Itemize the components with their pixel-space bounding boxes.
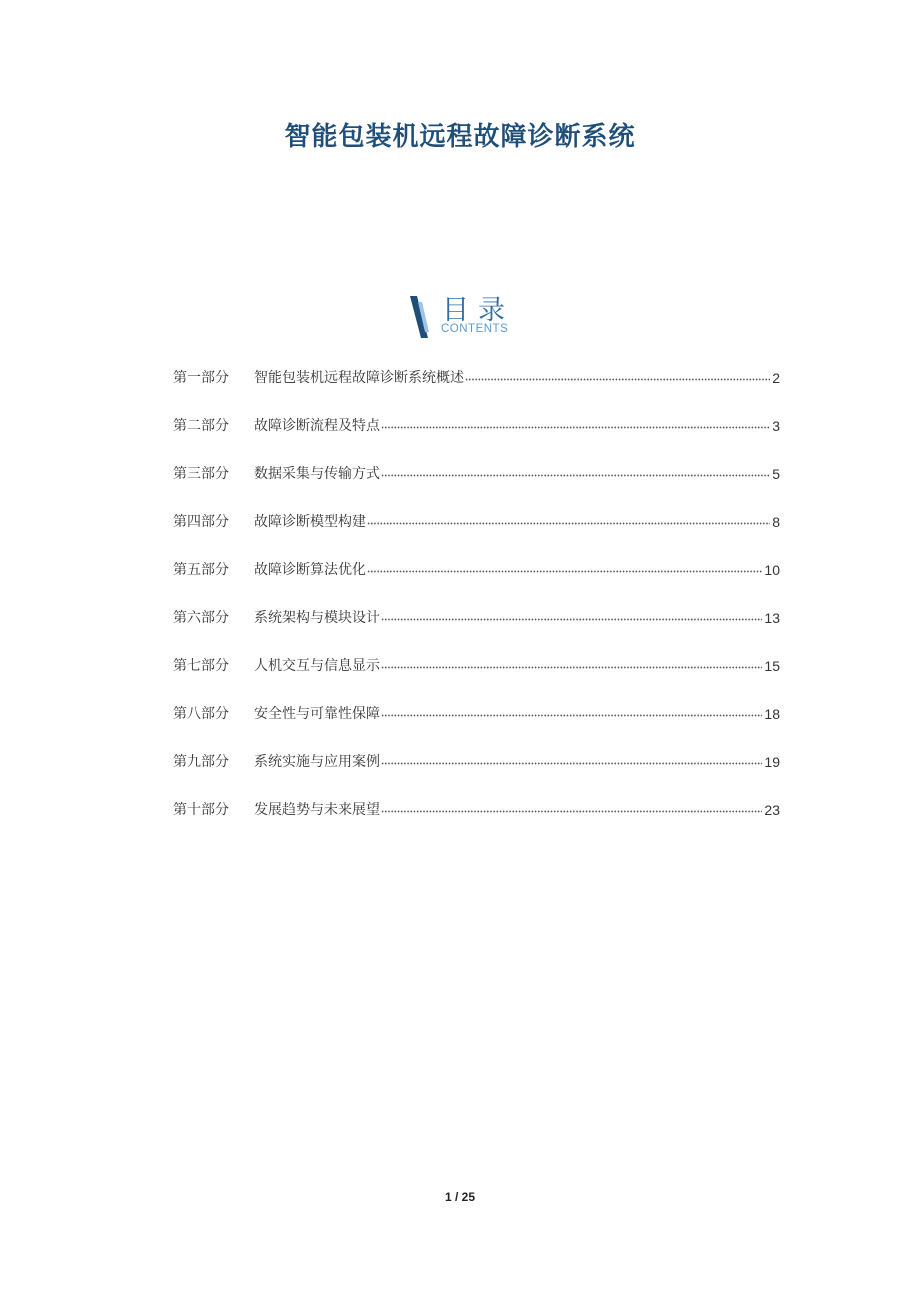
toc-entry-leader <box>381 652 762 670</box>
toc-heading-block <box>408 292 538 342</box>
toc-entry[interactable] <box>173 460 780 508</box>
toc-entry-page: 18 <box>764 706 780 722</box>
toc-entry-title: 系统实施与应用案例 <box>254 754 380 770</box>
toc-entry[interactable] <box>173 748 780 796</box>
toc-entry-part: 第二部分 <box>173 418 229 434</box>
toc-entry-leader <box>367 508 770 526</box>
toc-entry-page: 13 <box>764 610 780 626</box>
toc-heading-subtitle: CONTENTS <box>441 323 509 335</box>
toc-entry-title: 故障诊断算法优化 <box>254 562 366 578</box>
toc-entry-leader <box>381 604 762 622</box>
toc-entry-part: 第十部分 <box>173 802 229 818</box>
toc-heading-title: 目录 <box>442 295 514 326</box>
toc-entry-leader <box>465 364 770 382</box>
toc-entry-title: 故障诊断流程及特点 <box>254 418 380 434</box>
toc-bookmark-icon <box>408 296 430 338</box>
document-title: 智能包装机远程故障诊断系统 <box>284 122 636 152</box>
page-number: 1 / 25 <box>444 1190 476 1204</box>
toc-entry-page: 2 <box>772 370 780 386</box>
toc-list <box>173 364 780 844</box>
toc-entry[interactable] <box>173 700 780 748</box>
toc-entry-leader <box>381 748 762 766</box>
toc-entry-title: 智能包装机远程故障诊断系统概述 <box>254 370 464 386</box>
toc-entry-title: 故障诊断模型构建 <box>254 514 366 530</box>
toc-entry-leader <box>381 796 762 814</box>
toc-entry-page: 8 <box>772 514 780 530</box>
toc-entry-title: 数据采集与传输方式 <box>254 466 380 482</box>
toc-entry-part: 第六部分 <box>173 610 229 626</box>
toc-entry-part: 第九部分 <box>173 754 229 770</box>
toc-entry-part: 第三部分 <box>173 466 229 482</box>
toc-entry[interactable] <box>173 556 780 604</box>
toc-entry-leader <box>381 412 770 430</box>
toc-entry-leader <box>381 460 770 478</box>
toc-entry-title: 安全性与可靠性保障 <box>254 706 380 722</box>
toc-entry-page: 15 <box>764 658 780 674</box>
toc-entry-title: 发展趋势与未来展望 <box>254 802 380 818</box>
toc-entry-page: 23 <box>764 802 780 818</box>
toc-entry-leader <box>367 556 762 574</box>
toc-entry-page: 19 <box>764 754 780 770</box>
toc-entry-part: 第四部分 <box>173 514 229 530</box>
toc-entry[interactable] <box>173 364 780 412</box>
toc-entry-title: 系统架构与模块设计 <box>254 610 380 626</box>
toc-entry[interactable] <box>173 796 780 844</box>
toc-entry-title: 人机交互与信息显示 <box>254 658 380 674</box>
toc-entry-part: 第一部分 <box>173 370 229 386</box>
toc-entry-page: 5 <box>772 466 780 482</box>
toc-entry-part: 第五部分 <box>173 562 229 578</box>
toc-entry-part: 第七部分 <box>173 658 229 674</box>
toc-entry-leader <box>381 700 762 718</box>
toc-entry[interactable] <box>173 508 780 556</box>
toc-entry[interactable] <box>173 412 780 460</box>
toc-entry-part: 第八部分 <box>173 706 229 722</box>
toc-entry[interactable] <box>173 604 780 652</box>
toc-entry-page: 3 <box>772 418 780 434</box>
toc-entry-page: 10 <box>764 562 780 578</box>
toc-entry[interactable] <box>173 652 780 700</box>
